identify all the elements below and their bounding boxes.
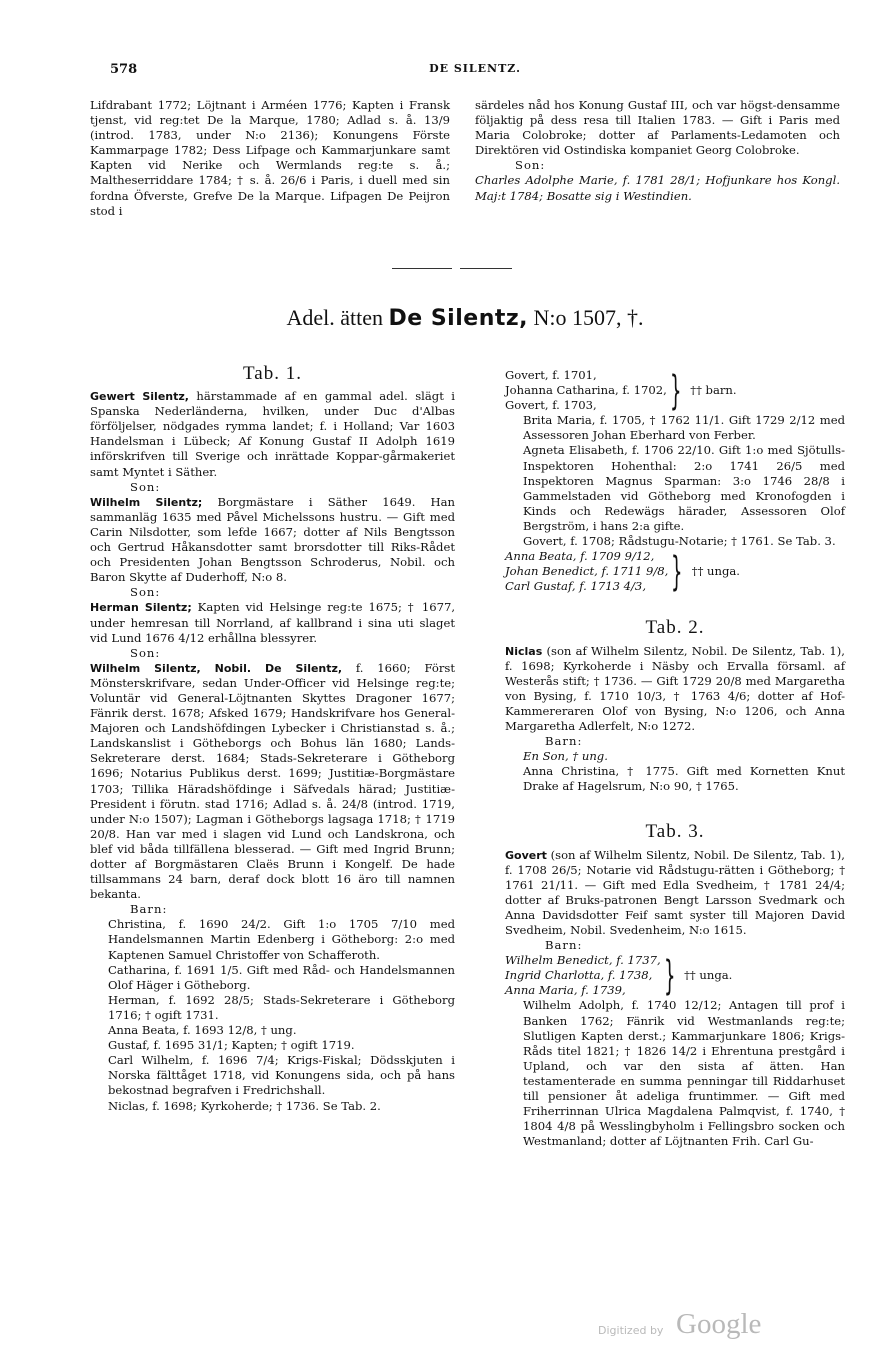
child-entry: Brita Maria, f. 1705, † 1762 11/1. Gift 1729 2/12 med Assessoren Johan Eberhard von Ferber. [523,413,845,443]
tab-2-title: Tab. 2. [645,617,705,639]
sibling-group [505,549,845,594]
child-entry: En Son, † ung. [523,749,608,764]
brace-glyph: } [669,367,682,414]
child-entry: Wilhelm Adolph, f. 1740 12/12; Antagen till prof i Banken 1762; Fänrik vid Westmanlands reg:te; Slutligen Kapten derst.; Kammarjunkare 1806; Krigs-Råds titel 1821; † 1826 14/2 i Ehrentuna prestgård i Upland, och var den sista af ätten. Han testamenterade en summa penningar till Riddarhuset till pensioner åt adeliga fruntimmer. — Gift med Friherrinnan Ulrica Magdalena Palmqvist, f. 1740, † 1804 4/8 på Wesslingbyholm i Fellingsbro socken och Westmanland; dotter af Löjtnanten Frih. Carl Gu- [523,998,845,1149]
child-entry: Anna Christina, † 1775. Gift med Kornetten Knut Drake af Hagelsrum, N:o 90, † 1765. [523,764,845,794]
tab-3-title: Tab. 3. [645,821,705,843]
watermark-prefix: Digitized by [598,1324,664,1337]
digitized-watermark [598,1308,798,1348]
sibling-group [505,953,845,998]
tab-1-title: Tab. 1. [243,363,302,384]
child-entry: Johan Benedict, f. 1711 9/8, [505,564,669,579]
child-entry: Carl Gustaf, f. 1713 4/3, [505,579,646,594]
child-entry: Wilhelm Benedict, f. 1737, [505,953,661,968]
barn-label: Barn: [130,902,168,917]
continued-text-right [475,98,840,204]
running-head [110,62,840,82]
child-entry: Govert, f. 1703, [505,398,597,413]
continued-paragraph: Lifdrabant 1772; Löjtnant i Arméen 1776; Kapten i Fransk tjenst, vid reg:tet De la Marque, 1780; Adlad s. å. 13/9 (introd. 1783, under N:o 2136); Konungens Förste Kammarpage 1782; Dess Lifpage och Kammarjunkare samt Kapten vid Nerike och Wermlands reg:te s. å.; Maltheserriddare 1784; † s. å. 26/6 i Paris, i duell med sin fordna Öfverste, Grefve De la Marque. Lifpagen De Peijron stod i [90,98,450,218]
brace-glyph: } [671,548,683,595]
child-entry: Govert, f. 1708; Rådstugu-Notarie; † 1761. Se Tab. 3. [523,534,836,549]
son-label: Son: [515,158,546,173]
child-entry: Carl Wilhelm, f. 1696 7/4; Krigs-Fiskal; Dödsskjuten i Norska fälttåget 1718, vid Konungens sida, och på hans bekostnad begrafven i Fredrichshall. [108,1053,455,1098]
family-heading [90,305,840,331]
heading-prefix: Adel. ätten [286,305,383,330]
heading-number: N:o 1507, †. [533,305,644,330]
sibling-group [505,368,845,413]
child-entry: Anna Maria, f. 1739, [505,983,626,998]
child-entry: Anna Beata, f. 1693 12/8, † ung. [108,1023,297,1038]
continued-text-left [90,98,450,219]
running-title: DE SILENTZ. [429,62,521,75]
left-column [90,363,456,1114]
continued-paragraph-right: särdeles nåd hos Konung Gustaf III, och var högst-densamme följaktig på dess resa till Italien 1783. — Gift i Paris med Maria Colobroke; dotter af Parlaments-Ledamoten och Direktören vid Ostindiska kompaniet Georg Colobroke. [475,98,840,158]
child-entry: Christina, f. 1690 24/2. Gift 1:o 1705 7/10 med Handelsmannen Martin Edenberg i Götheborg: 2:o med Kaptenen Samuel Christoffer von Schafferoth. [108,917,455,962]
child-entry: Catharina, f. 1691 1/5. Gift med Råd- och Handelsmannen Olof Häger i Götheborg. [108,962,455,992]
son-label: Son: [130,645,161,660]
child-entry: Niclas, f. 1698; Kyrkoherde; † 1736. Se Tab. 2. [108,1098,381,1113]
son-label: Son: [130,479,161,494]
entry-herman: Herman Silentz; Kapten vid Helsinge reg:te 1675; † 1677, under hemresan till Norrland, af kallbrand i sina uti slaget vid Lund 1676 4/12 erhållna blessyrer. [90,600,456,645]
group-note: †† unga. [684,968,733,983]
entry-wilhelm: Wilhelm Silentz; Borgmästare i Säther 1649. Han sammanläg 1635 med Påvel Michelssons hustru. — Gift med Carin Nilsdotter, som lefde 1667; dotter af Nils Bengtsson och Gertrud Håkansdotter samt brorsdotter till Riks-Rådet och Presidenten Johan Bengtsson Schroderus, Nobil. och Baron Skytte af Duderhoff, N:o 8. [90,494,456,585]
child-entry: Agneta Elisabeth, f. 1706 22/10. Gift 1:o med Sjötulls-Inspektoren Hohenthal: 2:o 1741 26/5 med Inspektoren Magnus Sparman: 3:o 1746 28/8 i Gammelstaden vid Götheborg med Kronofogden i Kinds och Redewägs härader, Assessoren Olof Bergström, i hans 2:a gifte. [523,443,845,533]
google-logo: Google [676,1308,762,1340]
son-label: Son: [130,585,161,600]
entry-govert: Govert (son af Wilhelm Silentz, Nobil. De Silentz, Tab. 1), f. 1708 26/5; Notarie vid Rådstugu-rätten i Götheborg; † 1761 21/11. — Gift med Edla Svedheim, † 1781 24/4; dotter af Bruks-patronen Bengt Larsson Svedmark och Anna Davidsdotter Feif samt syster till Majoren David Svedheim, Nobil. Svedenheim, N:o 1615. [505,847,845,937]
entry-wilhelm-nobil: Wilhelm Silentz, Nobil. De Silentz, f. 1660; Först Mönsterskrifvare, sedan Under-Officer vid Helsinge reg:te; Voluntär vid General-Löjtnanten Skyttes Dragoner 1677; Fänrik derst. 1678; Afsked 1679; Handskrifvare hos General-Majoren och Landshöfdingen Lybecker i Christianstad s. å.; Landskanslist i Götheborgs och Bohus län 1680; Lands-Sekreterare derst. 1684; Stads-Sekreterare i Götheborg 1696; Notarius Publikus derst. 1699; Justitiæ-Borgmästare 1703; Tillika Häradshöfdinge i Säfvedals härad; Justitiæ-President i förutn. stad 1716; Adlad s. å. 24/8 (introd. 1719, under N:o 1507); Lagman i Götheborgs lagsaga 1718; † 1719 20/8. Han var med i slagen vid Lund och Landskrona, och blef vid båda tillfällena blesserad. — Gift med Ingrid Brunn; dotter af Borgmästaren Claës Brunn i Kongelf. De hade tillsammans 24 barn, deraf dock blott 16 äro till namnen bekanta. [90,660,455,902]
barn-label: Barn: [545,734,583,749]
son-entry: Charles Adolphe Marie, f. 1781 28/1; Hofjunkare hos Kongl. Maj:t 1784; Bosatte sig i Westindien. [475,173,840,203]
group-note: †† barn. [690,383,737,398]
brace-glyph: } [663,952,676,999]
entry-gewert: Gewert Silentz, härstammade af en gammal adel. slägt i Spanska Nederländerna, hvilken, under Duc d'Albas förföljelser, nödgades rymma landet; f. i Holland; Var 1603 Handelsman i Lübeck; Af Konung Gustaf II Adolph 1619 införskrifven till Sverige och inrättade Koppar-gårmakeriet samt Myntet i Säther. [90,389,456,479]
child-entry: Gustaf, f. 1695 31/1; Kapten; † ogift 1719. [108,1038,355,1053]
group-note: †† unga. [691,564,740,579]
child-entry: Herman, f. 1692 28/5; Stads-Sekreterare i Götheborg 1716; † ogift 1731. [108,992,455,1022]
child-entry: Johanna Catharina, f. 1702, [505,383,667,398]
entry-niclas: Niclas (son af Wilhelm Silentz, Nobil. De Silentz, Tab. 1), f. 1698; Kyrkoherde i Näsby och Ervalla församl. af Westerås stift; † 1736. — Gift 1729 20/8 med Margaretha von Bysing, f. 1710 10/3, † 1763 4/6; dotter af Hof-Kammereraren Olof von Bysing, N:o 1206, och Anna Margaretha Adlerfelt, N:o 1272. [505,643,845,733]
child-entry: Govert, f. 1701, [505,368,597,382]
page-number: 578 [110,62,138,77]
right-column [505,368,845,1149]
barn-label: Barn: [545,938,583,953]
child-entry: Ingrid Charlotta, f. 1738, [505,968,653,983]
section-divider [392,268,512,269]
heading-family-name: De Silentz, [388,306,529,331]
child-entry: Anna Beata, f. 1709 9/12, [505,549,655,564]
